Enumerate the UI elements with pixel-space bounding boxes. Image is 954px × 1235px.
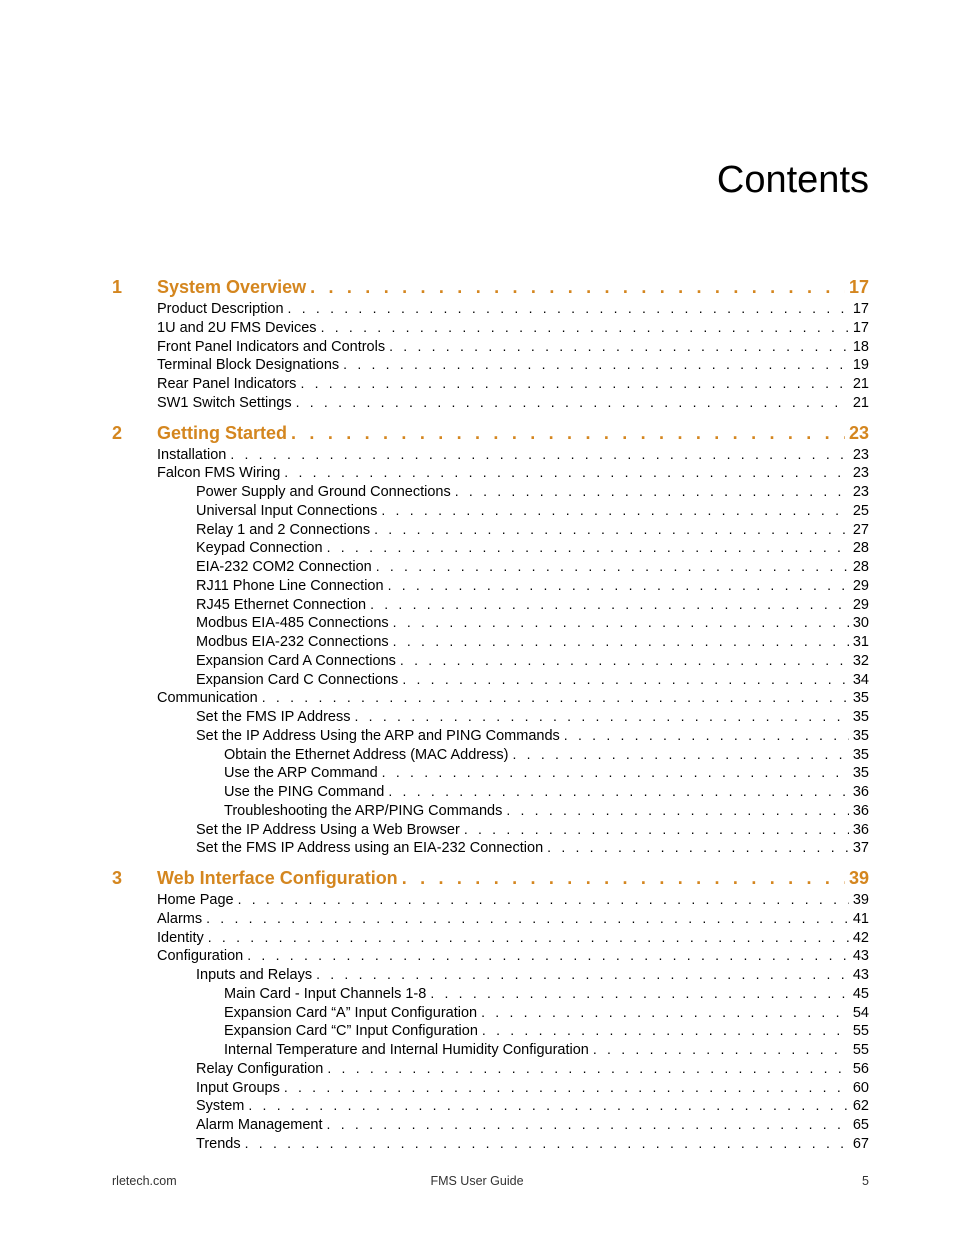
toc-page-number: 21 [852, 376, 869, 392]
toc-entry-title: System [196, 1098, 245, 1115]
toc-page-number: 56 [852, 1060, 869, 1077]
toc-page-number: 17 [852, 319, 869, 336]
toc-page-number: 17 [852, 301, 869, 317]
toc-dot-leader [291, 423, 845, 444]
footer-page-number: 5 [862, 1174, 869, 1188]
toc-entry-title: Alarms [157, 910, 203, 927]
toc-entry-title: Front Panel Indicators and Controls [157, 338, 386, 355]
toc-entry[interactable] [0, 614, 954, 631]
toc-entry[interactable] [0, 966, 954, 983]
toc-entry[interactable] [0, 727, 954, 744]
toc-entry[interactable] [0, 1022, 954, 1039]
toc-dot-leader [547, 839, 849, 855]
toc-dot-leader [376, 558, 849, 574]
toc-entry[interactable] [0, 1041, 954, 1058]
toc-entry-title: Use the ARP Command [224, 765, 378, 782]
toc-page-number: 62 [852, 1098, 869, 1115]
toc-dot-leader [455, 483, 849, 499]
toc-page-number: 43 [852, 948, 869, 965]
footer-website: rletech.com [112, 1174, 177, 1188]
toc-entry[interactable] [0, 689, 954, 706]
toc-dot-leader [206, 910, 849, 926]
toc-entry-title: Input Groups [196, 1079, 280, 1096]
toc-entry-title: Use the PING Command [224, 784, 385, 800]
toc-dot-leader [262, 689, 849, 705]
toc-entry[interactable] [0, 394, 954, 411]
toc-page-number: 67 [852, 1135, 869, 1152]
toc-entry[interactable] [0, 502, 954, 519]
toc-dot-leader [593, 1041, 849, 1057]
toc-entry[interactable] [0, 596, 954, 613]
toc-entry[interactable] [0, 300, 954, 317]
toc-entry[interactable] [0, 446, 954, 463]
toc-page-number: 65 [852, 1117, 869, 1133]
toc-dot-leader [400, 652, 849, 668]
toc-page-number: 55 [852, 1042, 869, 1058]
toc-entry[interactable] [0, 783, 954, 800]
toc-entry[interactable] [0, 802, 954, 819]
toc-entry[interactable] [0, 558, 954, 575]
toc-page-number: 23 [848, 422, 869, 443]
toc-dot-leader [370, 596, 849, 612]
toc-page-number: 36 [852, 784, 869, 800]
toc-page-number: 25 [852, 502, 869, 519]
toc-chapter-number: 1 [112, 277, 123, 297]
toc-chapter-number: 2 [112, 422, 123, 443]
toc-entry[interactable] [0, 338, 954, 355]
toc-entry[interactable] [0, 839, 954, 856]
toc-dot-leader [316, 966, 849, 982]
toc-dot-leader [284, 1079, 849, 1095]
toc-page-number: 18 [852, 338, 869, 355]
toc-page-number: 17 [848, 277, 869, 297]
toc-dot-leader [389, 338, 849, 354]
toc-dot-leader [327, 539, 849, 555]
toc-entry-title: Terminal Block Designations [157, 357, 340, 374]
toc-entry[interactable] [0, 671, 954, 688]
toc-dot-leader [230, 446, 849, 462]
toc-page-number: 31 [852, 634, 869, 650]
toc-entry[interactable] [0, 356, 954, 373]
toc-entry[interactable] [0, 947, 954, 964]
toc-entry-title: Home Page [157, 892, 234, 908]
toc-entry[interactable] [0, 891, 954, 908]
toc-page-number: 34 [852, 671, 869, 688]
toc-entry-title: Relay 1 and 2 Connections [196, 521, 371, 538]
toc-page-number: 35 [852, 746, 869, 763]
toc-dot-leader [238, 891, 849, 907]
toc-dot-leader [381, 502, 849, 518]
toc-page-number: 32 [852, 652, 869, 669]
toc-entry-title: Falcon FMS Wiring [157, 465, 281, 482]
toc-dot-leader [388, 783, 848, 799]
toc-entry-title: Expansion Card A Connections [196, 652, 396, 669]
toc-entry-title: RJ45 Ethernet Connection [196, 596, 367, 613]
toc-entry-title: Product Description [157, 301, 284, 317]
toc-entry-title: Alarm Management [196, 1117, 323, 1133]
toc-chapter-entry[interactable] [0, 423, 954, 444]
toc-dot-leader [388, 577, 849, 593]
toc-entry-title: Expansion Card “C” Input Configuration [224, 1023, 478, 1040]
toc-entry[interactable] [0, 375, 954, 392]
toc-entry-title: SW1 Switch Settings [157, 394, 292, 411]
toc-chapter-entry[interactable] [0, 868, 954, 889]
toc-page-number: 21 [852, 394, 869, 411]
toc-entry[interactable] [0, 1060, 954, 1077]
toc-dot-leader [245, 1135, 849, 1151]
toc-entry[interactable] [0, 633, 954, 650]
toc-entry-title: Inputs and Relays [196, 967, 313, 983]
toc-entry[interactable] [0, 1079, 954, 1096]
footer-doc-title: FMS User Guide [430, 1174, 524, 1188]
toc-page-number: 43 [852, 967, 869, 983]
toc-entry-title: Configuration [157, 948, 244, 965]
toc-page-number: 23 [852, 465, 869, 482]
toc-dot-leader [506, 802, 849, 818]
toc-dot-leader [327, 1116, 849, 1132]
toc-entry-title: Obtain the Ethernet Address (MAC Address) [224, 746, 509, 763]
toc-entry-title: EIA-232 COM2 Connection [196, 559, 372, 575]
toc-entry-title: 1U and 2U FMS Devices [157, 319, 317, 336]
toc-dot-leader [288, 300, 849, 316]
toc-dot-leader [296, 394, 849, 410]
toc-page-number: 30 [852, 615, 869, 632]
toc-entry-title: Set the FMS IP Address [196, 709, 351, 725]
toc-page-number: 19 [852, 357, 869, 374]
toc-page-number: 35 [852, 765, 869, 782]
toc-entry-title: Universal Input Connections [196, 502, 378, 519]
toc-dot-leader [248, 1097, 849, 1113]
toc-entry-title: Rear Panel Indicators [157, 376, 297, 392]
toc-dot-leader [321, 319, 849, 335]
toc-dot-leader [430, 985, 849, 1001]
toc-dot-leader [402, 868, 845, 889]
toc-page-number: 39 [852, 892, 869, 908]
toc-dot-leader [482, 1022, 849, 1038]
toc-entry[interactable] [0, 985, 954, 1002]
toc-entry[interactable] [0, 539, 954, 556]
toc-dot-leader [513, 746, 849, 762]
toc-entry[interactable] [0, 1097, 954, 1114]
toc-dot-leader [393, 633, 849, 649]
toc-entry-title: Getting Started [157, 422, 288, 443]
toc-entry-title: Set the FMS IP Address using an EIA-232 Connection [196, 840, 544, 857]
toc-dot-leader [310, 277, 845, 298]
toc-entry-title: Trends [196, 1135, 241, 1152]
toc-page-number: 55 [852, 1023, 869, 1040]
page-title: Contents [716, 159, 869, 201]
toc-chapter-entry[interactable] [0, 277, 954, 298]
toc-page-number: 36 [852, 802, 869, 819]
toc-dot-leader [343, 356, 849, 372]
toc-entry-title: System Overview [157, 277, 307, 297]
toc-page-number: 23 [852, 484, 869, 500]
toc-entry-title: Set the IP Address Using the ARP and PING Commands [196, 727, 560, 744]
toc-entry-title: Web Interface Configuration [157, 868, 398, 888]
toc-dot-leader [382, 764, 849, 780]
toc-dot-leader [208, 929, 849, 945]
toc-entry-title: Expansion Card “A” Input Configuration [224, 1004, 478, 1021]
toc-entry[interactable] [0, 821, 954, 838]
toc-entry[interactable] [0, 464, 954, 481]
toc-page-number: 60 [852, 1079, 869, 1096]
toc-dot-leader [464, 821, 849, 837]
toc-entry-title: Power Supply and Ground Connections [196, 484, 451, 500]
toc-page-number: 37 [852, 840, 869, 857]
toc-dot-leader [564, 727, 849, 743]
toc-dot-leader [481, 1004, 849, 1020]
toc-entry-title: Identity [157, 929, 204, 946]
toc-entry-title: Main Card - Input Channels 1-8 [224, 985, 427, 1002]
toc-page-number: 28 [852, 559, 869, 575]
toc-dot-leader [284, 464, 849, 480]
toc-dot-leader [393, 614, 849, 630]
toc-dot-leader [327, 1060, 849, 1076]
toc-dot-leader [300, 375, 848, 391]
toc-dot-leader [247, 947, 849, 963]
toc-entry[interactable] [0, 1004, 954, 1021]
toc-entry-title: Modbus EIA-232 Connections [196, 634, 389, 650]
toc-page-number: 35 [852, 727, 869, 744]
toc-entry-title: RJ11 Phone Line Connection [196, 577, 384, 594]
toc-entry[interactable] [0, 708, 954, 725]
toc-page-number: 42 [852, 929, 869, 946]
toc-page-number: 45 [852, 985, 869, 1002]
toc-entry[interactable] [0, 521, 954, 538]
toc-page-number: 54 [852, 1004, 869, 1021]
toc-entry-title: Troubleshooting the ARP/PING Commands [224, 802, 503, 819]
toc-entry-title: Set the IP Address Using a Web Browser [196, 821, 460, 838]
toc-entry-title: Communication [157, 690, 258, 707]
toc-page-number: 36 [852, 821, 869, 838]
toc-entry-title: Expansion Card C Connections [196, 671, 399, 688]
toc-entry[interactable] [0, 652, 954, 669]
toc-entry-title: Keypad Connection [196, 540, 323, 557]
toc-dot-leader [354, 708, 848, 724]
toc-page-number: 35 [852, 709, 869, 725]
toc-entry[interactable] [0, 764, 954, 781]
toc-dot-leader [402, 671, 849, 687]
toc-entry[interactable] [0, 910, 954, 927]
toc-dot-leader [374, 521, 849, 537]
toc-entry[interactable] [0, 929, 954, 946]
toc-entry-title: Installation [157, 446, 227, 463]
toc-entry[interactable] [0, 1135, 954, 1152]
toc-entry-title: Modbus EIA-485 Connections [196, 615, 389, 632]
toc-page-number: 41 [852, 910, 869, 927]
toc-entry[interactable] [0, 1116, 954, 1133]
toc-entry[interactable] [0, 483, 954, 500]
toc-page-number: 27 [852, 521, 869, 538]
toc-page-number: 29 [852, 596, 869, 613]
toc-page-number: 29 [852, 577, 869, 594]
toc-entry[interactable] [0, 577, 954, 594]
toc-entry[interactable] [0, 319, 954, 336]
toc-page-number: 39 [848, 868, 869, 888]
toc-entry[interactable] [0, 746, 954, 763]
toc-page-number: 28 [852, 540, 869, 557]
toc-chapter-number: 3 [112, 868, 123, 888]
toc-page-number: 23 [852, 446, 869, 463]
toc-entry-title: Internal Temperature and Internal Humidity Configuration [224, 1042, 589, 1058]
toc-entry-title: Relay Configuration [196, 1060, 324, 1077]
toc-page-number: 35 [852, 690, 869, 707]
